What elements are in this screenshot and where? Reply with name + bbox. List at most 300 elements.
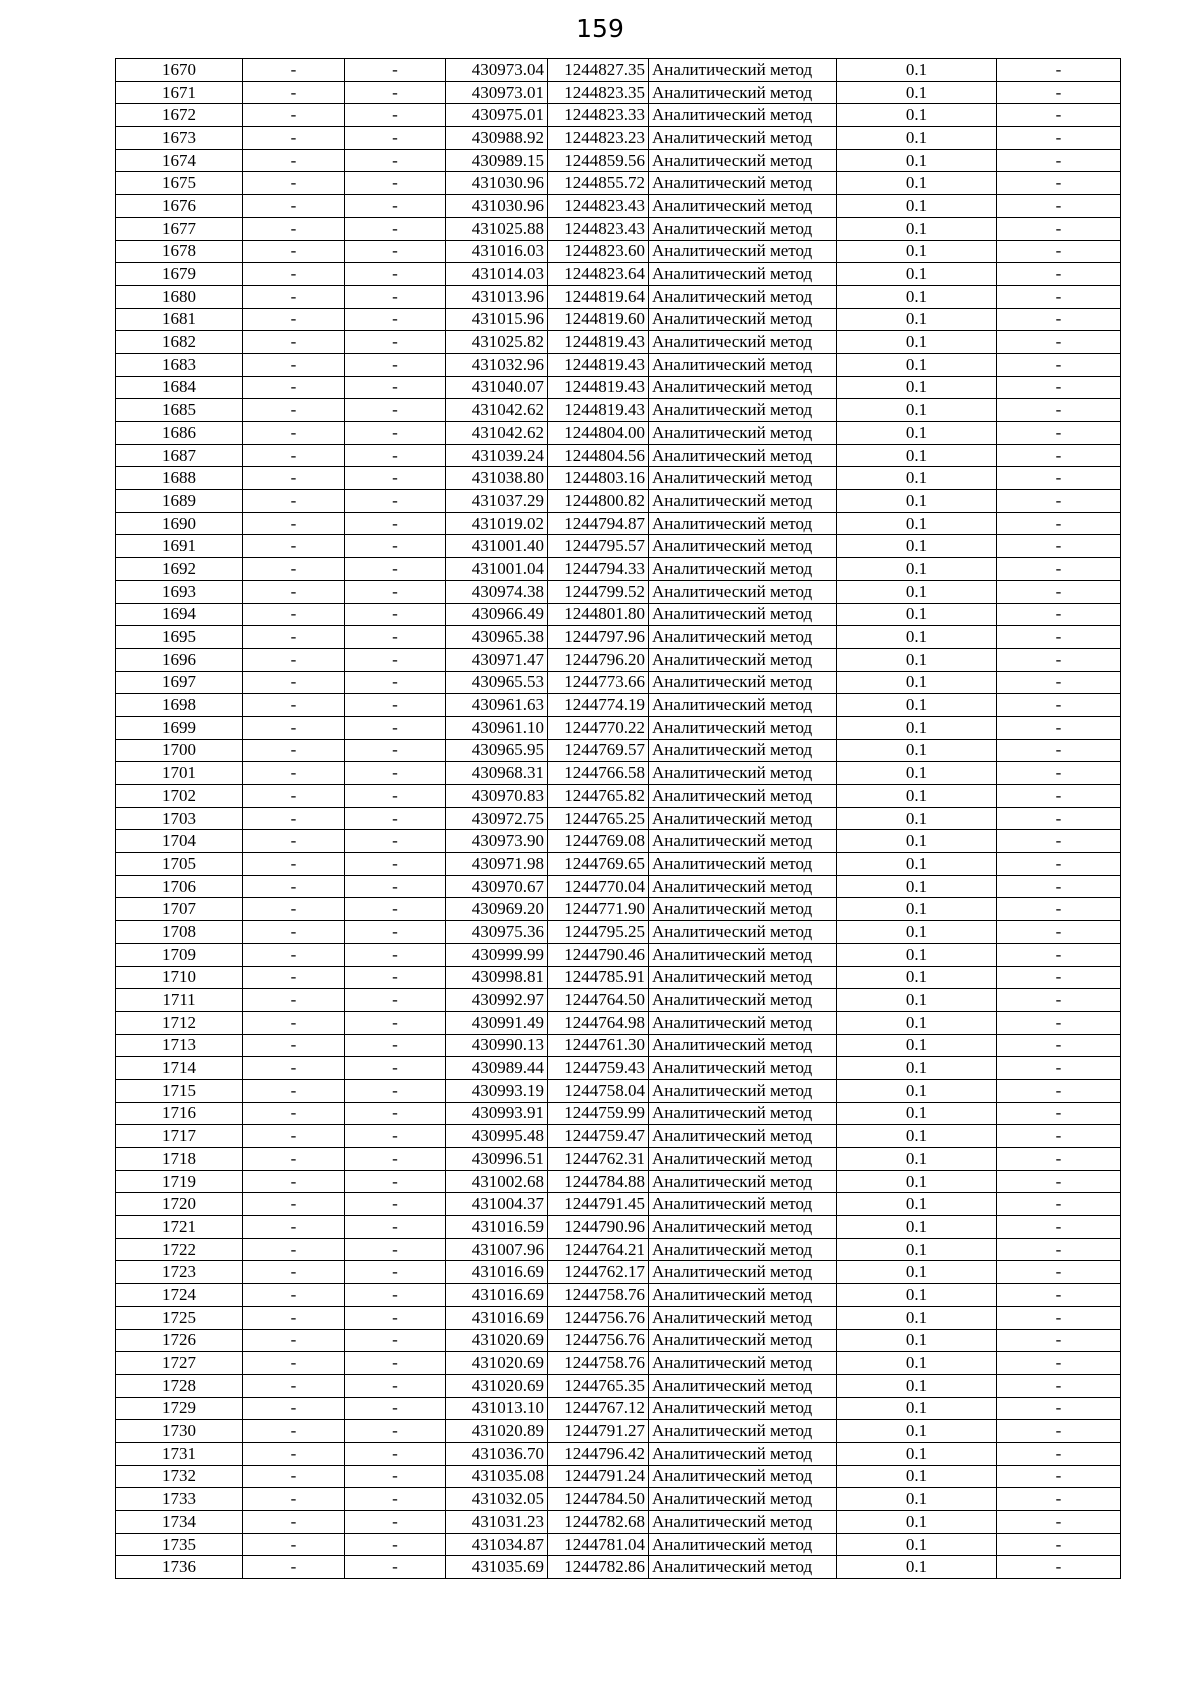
empty-dash-cell: -: [345, 331, 446, 354]
accuracy-cell: 0.1: [837, 490, 997, 513]
point-number-cell: 1731: [116, 1442, 243, 1465]
y-coordinate-cell: 1244764.98: [548, 1011, 649, 1034]
accuracy-cell: 0.1: [837, 1306, 997, 1329]
y-coordinate-cell: 1244859.56: [548, 149, 649, 172]
method-cell: Аналитический метод: [649, 1125, 837, 1148]
table-row: [116, 240, 1121, 263]
method-cell: Аналитический метод: [649, 217, 837, 240]
accuracy-cell: 0.1: [837, 263, 997, 286]
point-number-cell: 1704: [116, 830, 243, 853]
point-number-cell: 1685: [116, 399, 243, 422]
empty-dash-cell: -: [243, 921, 345, 944]
x-coordinate-cell: 430973.90: [446, 830, 548, 853]
empty-dash-cell: -: [997, 739, 1121, 762]
y-coordinate-cell: 1244764.21: [548, 1238, 649, 1261]
x-coordinate-cell: 430989.15: [446, 149, 548, 172]
accuracy-cell: 0.1: [837, 1125, 997, 1148]
accuracy-cell: 0.1: [837, 1442, 997, 1465]
empty-dash-cell: -: [345, 626, 446, 649]
y-coordinate-cell: 1244790.96: [548, 1216, 649, 1239]
table-row: [116, 376, 1121, 399]
empty-dash-cell: -: [997, 1261, 1121, 1284]
method-cell: Аналитический метод: [649, 1533, 837, 1556]
x-coordinate-cell: 431032.05: [446, 1488, 548, 1511]
empty-dash-cell: -: [243, 716, 345, 739]
point-number-cell: 1686: [116, 422, 243, 445]
point-number-cell: 1702: [116, 785, 243, 808]
empty-dash-cell: -: [345, 762, 446, 785]
accuracy-cell: 0.1: [837, 1261, 997, 1284]
empty-dash-cell: -: [997, 195, 1121, 218]
empty-dash-cell: -: [345, 217, 446, 240]
table-row: [116, 149, 1121, 172]
point-number-cell: 1692: [116, 558, 243, 581]
accuracy-cell: 0.1: [837, 1420, 997, 1443]
y-coordinate-cell: 1244819.43: [548, 353, 649, 376]
method-cell: Аналитический метод: [649, 59, 837, 82]
y-coordinate-cell: 1244765.35: [548, 1374, 649, 1397]
empty-dash-cell: -: [997, 81, 1121, 104]
empty-dash-cell: -: [243, 399, 345, 422]
y-coordinate-cell: 1244773.66: [548, 671, 649, 694]
x-coordinate-cell: 430969.20: [446, 898, 548, 921]
empty-dash-cell: -: [997, 444, 1121, 467]
empty-dash-cell: -: [345, 1216, 446, 1239]
table-row: [116, 807, 1121, 830]
point-number-cell: 1688: [116, 467, 243, 490]
empty-dash-cell: -: [243, 285, 345, 308]
y-coordinate-cell: 1244819.43: [548, 331, 649, 354]
point-number-cell: 1719: [116, 1170, 243, 1193]
empty-dash-cell: -: [243, 694, 345, 717]
empty-dash-cell: -: [345, 558, 446, 581]
y-coordinate-cell: 1244770.22: [548, 716, 649, 739]
empty-dash-cell: -: [345, 1465, 446, 1488]
y-coordinate-cell: 1244823.23: [548, 127, 649, 150]
table-row: [116, 1238, 1121, 1261]
accuracy-cell: 0.1: [837, 1034, 997, 1057]
empty-dash-cell: -: [243, 739, 345, 762]
empty-dash-cell: -: [243, 648, 345, 671]
empty-dash-cell: -: [243, 149, 345, 172]
empty-dash-cell: -: [997, 172, 1121, 195]
empty-dash-cell: -: [997, 1170, 1121, 1193]
table-row: [116, 1488, 1121, 1511]
y-coordinate-cell: 1244762.31: [548, 1148, 649, 1171]
method-cell: Аналитический метод: [649, 422, 837, 445]
empty-dash-cell: -: [345, 1170, 446, 1193]
table-row: [116, 762, 1121, 785]
method-cell: Аналитический метод: [649, 195, 837, 218]
empty-dash-cell: -: [345, 853, 446, 876]
point-number-cell: 1736: [116, 1556, 243, 1579]
table-row: [116, 1556, 1121, 1579]
accuracy-cell: 0.1: [837, 172, 997, 195]
table-row: [116, 59, 1121, 82]
accuracy-cell: 0.1: [837, 875, 997, 898]
accuracy-cell: 0.1: [837, 535, 997, 558]
method-cell: Аналитический метод: [649, 467, 837, 490]
accuracy-cell: 0.1: [837, 376, 997, 399]
method-cell: Аналитический метод: [649, 989, 837, 1012]
accuracy-cell: 0.1: [837, 1102, 997, 1125]
empty-dash-cell: -: [997, 1011, 1121, 1034]
empty-dash-cell: -: [345, 807, 446, 830]
table-row: [116, 966, 1121, 989]
y-coordinate-cell: 1244759.99: [548, 1102, 649, 1125]
table-row: [116, 1011, 1121, 1034]
point-number-cell: 1701: [116, 762, 243, 785]
empty-dash-cell: -: [997, 149, 1121, 172]
x-coordinate-cell: 431025.82: [446, 331, 548, 354]
y-coordinate-cell: 1244795.25: [548, 921, 649, 944]
x-coordinate-cell: 430968.31: [446, 762, 548, 785]
point-number-cell: 1696: [116, 648, 243, 671]
empty-dash-cell: -: [345, 694, 446, 717]
empty-dash-cell: -: [345, 603, 446, 626]
point-number-cell: 1682: [116, 331, 243, 354]
y-coordinate-cell: 1244767.12: [548, 1397, 649, 1420]
y-coordinate-cell: 1244765.25: [548, 807, 649, 830]
method-cell: Аналитический метод: [649, 1238, 837, 1261]
empty-dash-cell: -: [345, 1148, 446, 1171]
empty-dash-cell: -: [243, 762, 345, 785]
method-cell: Аналитический метод: [649, 399, 837, 422]
empty-dash-cell: -: [243, 1556, 345, 1579]
y-coordinate-cell: 1244819.43: [548, 376, 649, 399]
empty-dash-cell: -: [243, 1329, 345, 1352]
accuracy-cell: 0.1: [837, 1352, 997, 1375]
x-coordinate-cell: 431038.80: [446, 467, 548, 490]
table-row: [116, 626, 1121, 649]
point-number-cell: 1700: [116, 739, 243, 762]
point-number-cell: 1723: [116, 1261, 243, 1284]
empty-dash-cell: -: [243, 376, 345, 399]
empty-dash-cell: -: [243, 1216, 345, 1239]
y-coordinate-cell: 1244758.76: [548, 1284, 649, 1307]
x-coordinate-cell: 430961.63: [446, 694, 548, 717]
method-cell: Аналитический метод: [649, 671, 837, 694]
empty-dash-cell: -: [243, 1420, 345, 1443]
x-coordinate-cell: 431032.96: [446, 353, 548, 376]
x-coordinate-cell: 431016.59: [446, 1216, 548, 1239]
empty-dash-cell: -: [243, 875, 345, 898]
x-coordinate-cell: 430971.47: [446, 648, 548, 671]
empty-dash-cell: -: [243, 1284, 345, 1307]
x-coordinate-cell: 431040.07: [446, 376, 548, 399]
empty-dash-cell: -: [345, 785, 446, 808]
x-coordinate-cell: 431034.87: [446, 1533, 548, 1556]
x-coordinate-cell: 431025.88: [446, 217, 548, 240]
accuracy-cell: 0.1: [837, 694, 997, 717]
method-cell: Аналитический метод: [649, 807, 837, 830]
y-coordinate-cell: 1244756.76: [548, 1329, 649, 1352]
empty-dash-cell: -: [997, 716, 1121, 739]
table-row: [116, 512, 1121, 535]
x-coordinate-cell: 431020.69: [446, 1352, 548, 1375]
x-coordinate-cell: 430975.36: [446, 921, 548, 944]
point-number-cell: 1694: [116, 603, 243, 626]
empty-dash-cell: -: [243, 1465, 345, 1488]
method-cell: Аналитический метод: [649, 648, 837, 671]
x-coordinate-cell: 431020.69: [446, 1374, 548, 1397]
method-cell: Аналитический метод: [649, 943, 837, 966]
accuracy-cell: 0.1: [837, 1488, 997, 1511]
empty-dash-cell: -: [345, 898, 446, 921]
empty-dash-cell: -: [345, 1011, 446, 1034]
empty-dash-cell: -: [997, 1511, 1121, 1534]
table-row: [116, 580, 1121, 603]
accuracy-cell: 0.1: [837, 1374, 997, 1397]
empty-dash-cell: -: [997, 331, 1121, 354]
y-coordinate-cell: 1244819.43: [548, 399, 649, 422]
table-row: [116, 739, 1121, 762]
method-cell: Аналитический метод: [649, 1397, 837, 1420]
y-coordinate-cell: 1244791.24: [548, 1465, 649, 1488]
empty-dash-cell: -: [345, 1556, 446, 1579]
point-number-cell: 1733: [116, 1488, 243, 1511]
empty-dash-cell: -: [345, 399, 446, 422]
x-coordinate-cell: 431042.62: [446, 399, 548, 422]
empty-dash-cell: -: [243, 1034, 345, 1057]
x-coordinate-cell: 431037.29: [446, 490, 548, 513]
accuracy-cell: 0.1: [837, 240, 997, 263]
table-row: [116, 285, 1121, 308]
method-cell: Аналитический метод: [649, 875, 837, 898]
empty-dash-cell: -: [997, 490, 1121, 513]
table-row: [116, 648, 1121, 671]
empty-dash-cell: -: [345, 1284, 446, 1307]
point-number-cell: 1732: [116, 1465, 243, 1488]
empty-dash-cell: -: [345, 127, 446, 150]
empty-dash-cell: -: [243, 535, 345, 558]
accuracy-cell: 0.1: [837, 671, 997, 694]
method-cell: Аналитический метод: [649, 104, 837, 127]
accuracy-cell: 0.1: [837, 217, 997, 240]
y-coordinate-cell: 1244823.43: [548, 217, 649, 240]
accuracy-cell: 0.1: [837, 1397, 997, 1420]
empty-dash-cell: -: [997, 535, 1121, 558]
empty-dash-cell: -: [345, 535, 446, 558]
point-number-cell: 1720: [116, 1193, 243, 1216]
empty-dash-cell: -: [997, 1079, 1121, 1102]
accuracy-cell: 0.1: [837, 626, 997, 649]
x-coordinate-cell: 430961.10: [446, 716, 548, 739]
table-row: [116, 1442, 1121, 1465]
x-coordinate-cell: 431035.69: [446, 1556, 548, 1579]
empty-dash-cell: -: [997, 875, 1121, 898]
x-coordinate-cell: 431016.69: [446, 1284, 548, 1307]
empty-dash-cell: -: [997, 943, 1121, 966]
empty-dash-cell: -: [345, 1057, 446, 1080]
y-coordinate-cell: 1244771.90: [548, 898, 649, 921]
x-coordinate-cell: 430973.01: [446, 81, 548, 104]
empty-dash-cell: -: [345, 59, 446, 82]
method-cell: Аналитический метод: [649, 535, 837, 558]
empty-dash-cell: -: [243, 444, 345, 467]
empty-dash-cell: -: [243, 898, 345, 921]
x-coordinate-cell: 430999.99: [446, 943, 548, 966]
point-number-cell: 1735: [116, 1533, 243, 1556]
empty-dash-cell: -: [997, 1533, 1121, 1556]
empty-dash-cell: -: [243, 1261, 345, 1284]
empty-dash-cell: -: [243, 308, 345, 331]
accuracy-cell: 0.1: [837, 195, 997, 218]
method-cell: Аналитический метод: [649, 1556, 837, 1579]
empty-dash-cell: -: [243, 59, 345, 82]
y-coordinate-cell: 1244759.43: [548, 1057, 649, 1080]
y-coordinate-cell: 1244758.04: [548, 1079, 649, 1102]
empty-dash-cell: -: [997, 1125, 1121, 1148]
empty-dash-cell: -: [243, 558, 345, 581]
x-coordinate-cell: 431007.96: [446, 1238, 548, 1261]
point-number-cell: 1728: [116, 1374, 243, 1397]
empty-dash-cell: -: [997, 1442, 1121, 1465]
method-cell: Аналитический метод: [649, 1420, 837, 1443]
empty-dash-cell: -: [345, 966, 446, 989]
table-row: [116, 603, 1121, 626]
point-number-cell: 1711: [116, 989, 243, 1012]
method-cell: Аналитический метод: [649, 81, 837, 104]
table-row: [116, 1148, 1121, 1171]
y-coordinate-cell: 1244759.47: [548, 1125, 649, 1148]
point-number-cell: 1691: [116, 535, 243, 558]
empty-dash-cell: -: [243, 785, 345, 808]
method-cell: Аналитический метод: [649, 1284, 837, 1307]
table-row: [116, 1533, 1121, 1556]
table-row: [116, 422, 1121, 445]
point-number-cell: 1684: [116, 376, 243, 399]
accuracy-cell: 0.1: [837, 898, 997, 921]
empty-dash-cell: -: [997, 1352, 1121, 1375]
point-number-cell: 1729: [116, 1397, 243, 1420]
method-cell: Аналитический метод: [649, 1442, 837, 1465]
x-coordinate-cell: 430991.49: [446, 1011, 548, 1034]
empty-dash-cell: -: [243, 1193, 345, 1216]
empty-dash-cell: -: [997, 512, 1121, 535]
method-cell: Аналитический метод: [649, 785, 837, 808]
empty-dash-cell: -: [243, 104, 345, 127]
x-coordinate-cell: 430995.48: [446, 1125, 548, 1148]
y-coordinate-cell: 1244794.87: [548, 512, 649, 535]
y-coordinate-cell: 1244782.68: [548, 1511, 649, 1534]
y-coordinate-cell: 1244827.35: [548, 59, 649, 82]
accuracy-cell: 0.1: [837, 1057, 997, 1080]
empty-dash-cell: -: [345, 1125, 446, 1148]
point-number-cell: 1697: [116, 671, 243, 694]
accuracy-cell: 0.1: [837, 127, 997, 150]
accuracy-cell: 0.1: [837, 1170, 997, 1193]
y-coordinate-cell: 1244819.64: [548, 285, 649, 308]
point-number-cell: 1698: [116, 694, 243, 717]
empty-dash-cell: -: [243, 1102, 345, 1125]
table-row: [116, 558, 1121, 581]
empty-dash-cell: -: [997, 1556, 1121, 1579]
point-number-cell: 1675: [116, 172, 243, 195]
empty-dash-cell: -: [243, 807, 345, 830]
accuracy-cell: 0.1: [837, 762, 997, 785]
table-row: [116, 830, 1121, 853]
method-cell: Аналитический метод: [649, 739, 837, 762]
y-coordinate-cell: 1244823.33: [548, 104, 649, 127]
empty-dash-cell: -: [997, 353, 1121, 376]
table-row: [116, 694, 1121, 717]
y-coordinate-cell: 1244782.86: [548, 1556, 649, 1579]
method-cell: Аналитический метод: [649, 1465, 837, 1488]
empty-dash-cell: -: [243, 1488, 345, 1511]
table-row: [116, 921, 1121, 944]
empty-dash-cell: -: [243, 172, 345, 195]
point-number-cell: 1689: [116, 490, 243, 513]
y-coordinate-cell: 1244823.60: [548, 240, 649, 263]
table-row: [116, 81, 1121, 104]
accuracy-cell: 0.1: [837, 1511, 997, 1534]
point-number-cell: 1683: [116, 353, 243, 376]
accuracy-cell: 0.1: [837, 558, 997, 581]
point-number-cell: 1724: [116, 1284, 243, 1307]
point-number-cell: 1709: [116, 943, 243, 966]
table-row: [116, 1057, 1121, 1080]
empty-dash-cell: -: [997, 762, 1121, 785]
empty-dash-cell: -: [345, 1397, 446, 1420]
table-row: [116, 467, 1121, 490]
point-number-cell: 1672: [116, 104, 243, 127]
method-cell: Аналитический метод: [649, 490, 837, 513]
y-coordinate-cell: 1244803.16: [548, 467, 649, 490]
method-cell: Аналитический метод: [649, 1102, 837, 1125]
y-coordinate-cell: 1244756.76: [548, 1306, 649, 1329]
empty-dash-cell: -: [997, 1193, 1121, 1216]
table-row: [116, 1216, 1121, 1239]
empty-dash-cell: -: [345, 512, 446, 535]
y-coordinate-cell: 1244796.42: [548, 1442, 649, 1465]
x-coordinate-cell: 431031.23: [446, 1511, 548, 1534]
point-number-cell: 1687: [116, 444, 243, 467]
table-row: [116, 1465, 1121, 1488]
table-row: [116, 1284, 1121, 1307]
x-coordinate-cell: 431020.69: [446, 1329, 548, 1352]
method-cell: Аналитический метод: [649, 1306, 837, 1329]
accuracy-cell: 0.1: [837, 1556, 997, 1579]
point-number-cell: 1695: [116, 626, 243, 649]
y-coordinate-cell: 1244762.17: [548, 1261, 649, 1284]
empty-dash-cell: -: [243, 81, 345, 104]
point-number-cell: 1706: [116, 875, 243, 898]
method-cell: Аналитический метод: [649, 921, 837, 944]
empty-dash-cell: -: [345, 308, 446, 331]
point-number-cell: 1710: [116, 966, 243, 989]
x-coordinate-cell: 430966.49: [446, 603, 548, 626]
point-number-cell: 1734: [116, 1511, 243, 1534]
empty-dash-cell: -: [345, 490, 446, 513]
empty-dash-cell: -: [997, 217, 1121, 240]
point-number-cell: 1716: [116, 1102, 243, 1125]
accuracy-cell: 0.1: [837, 1193, 997, 1216]
x-coordinate-cell: 430996.51: [446, 1148, 548, 1171]
empty-dash-cell: -: [345, 467, 446, 490]
table-row: [116, 1125, 1121, 1148]
x-coordinate-cell: 431013.96: [446, 285, 548, 308]
point-number-cell: 1714: [116, 1057, 243, 1080]
y-coordinate-cell: 1244823.64: [548, 263, 649, 286]
point-number-cell: 1673: [116, 127, 243, 150]
x-coordinate-cell: 431016.03: [446, 240, 548, 263]
empty-dash-cell: -: [997, 285, 1121, 308]
empty-dash-cell: -: [243, 422, 345, 445]
method-cell: Аналитический метод: [649, 580, 837, 603]
empty-dash-cell: -: [243, 127, 345, 150]
empty-dash-cell: -: [997, 694, 1121, 717]
